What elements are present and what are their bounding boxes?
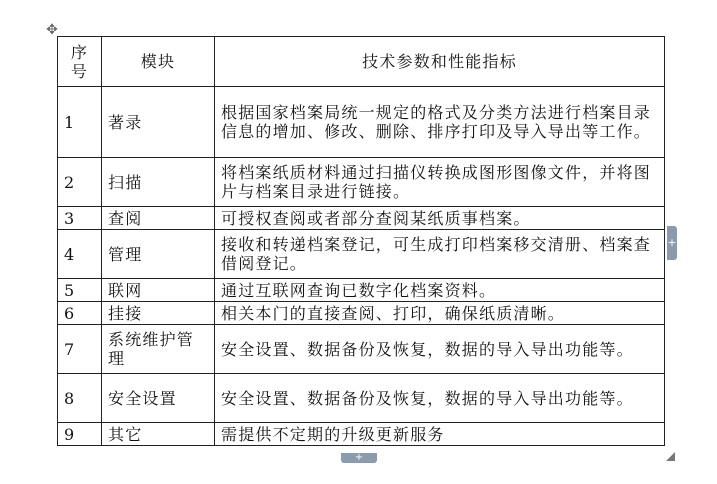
table-resize-corner-icon[interactable] — [666, 452, 675, 461]
row-number: 9 — [58, 423, 102, 446]
row-module: 管理 — [102, 230, 215, 279]
row-number: 8 — [58, 374, 102, 423]
row-description: 接收和转递档案登记，可生成打印档案移交清册、档案查借阅登记。 — [215, 230, 665, 279]
row-number: 6 — [58, 302, 102, 325]
table-row — [58, 158, 665, 207]
row-module: 查阅 — [102, 207, 215, 230]
row-description: 安全设置、数据备份及恢复，数据的导入导出功能等。 — [215, 325, 665, 374]
row-module: 挂接 — [102, 302, 215, 325]
row-description: 通过互联网查询已数字化档案资料。 — [215, 279, 665, 302]
table-header-row — [58, 37, 665, 87]
table-row — [58, 279, 665, 302]
row-number: 1 — [58, 87, 102, 158]
table-row — [58, 87, 665, 158]
table-row — [58, 207, 665, 230]
row-module: 系统维护管理 — [102, 325, 215, 374]
row-module: 著录 — [102, 87, 215, 158]
header-module: 模块 — [102, 37, 215, 87]
row-number: 3 — [58, 207, 102, 230]
table-row — [58, 302, 665, 325]
table-row — [58, 423, 665, 446]
table-move-handle-icon[interactable]: ✥ — [46, 22, 58, 38]
table-row — [58, 230, 665, 279]
row-number: 5 — [58, 279, 102, 302]
row-description: 安全设置、数据备份及恢复，数据的导入导出功能等。 — [215, 374, 665, 423]
row-description: 将档案纸质材料通过扫描仪转换成图形图像文件，并将图片与档案目录进行链接。 — [215, 158, 665, 207]
row-number: 7 — [58, 325, 102, 374]
header-number: 序号 — [58, 37, 102, 87]
spec-table — [57, 36, 665, 446]
row-description: 可授权查阅或者部分查阅某纸质事档案。 — [215, 207, 665, 230]
row-description: 相关本门的直接查阅、打印，确保纸质清晰。 — [215, 302, 665, 325]
row-description: 需提供不定期的升级更新服务 — [215, 423, 665, 446]
add-column-plus-icon[interactable]: + — [667, 226, 677, 260]
row-module: 扫描 — [102, 158, 215, 207]
row-module: 其它 — [102, 423, 215, 446]
row-description: 根据国家档案局统一规定的格式及分类方法进行档案目录信息的增加、修改、删除、排序打印及导入导出等工作。 — [215, 87, 665, 158]
add-row-plus-icon[interactable]: + — [341, 453, 377, 463]
header-spec: 技术参数和性能指标 — [215, 37, 665, 87]
table-row — [58, 374, 665, 423]
row-module: 安全设置 — [102, 374, 215, 423]
row-number: 4 — [58, 230, 102, 279]
row-number: 2 — [58, 158, 102, 207]
row-module: 联网 — [102, 279, 215, 302]
table-row — [58, 325, 665, 374]
